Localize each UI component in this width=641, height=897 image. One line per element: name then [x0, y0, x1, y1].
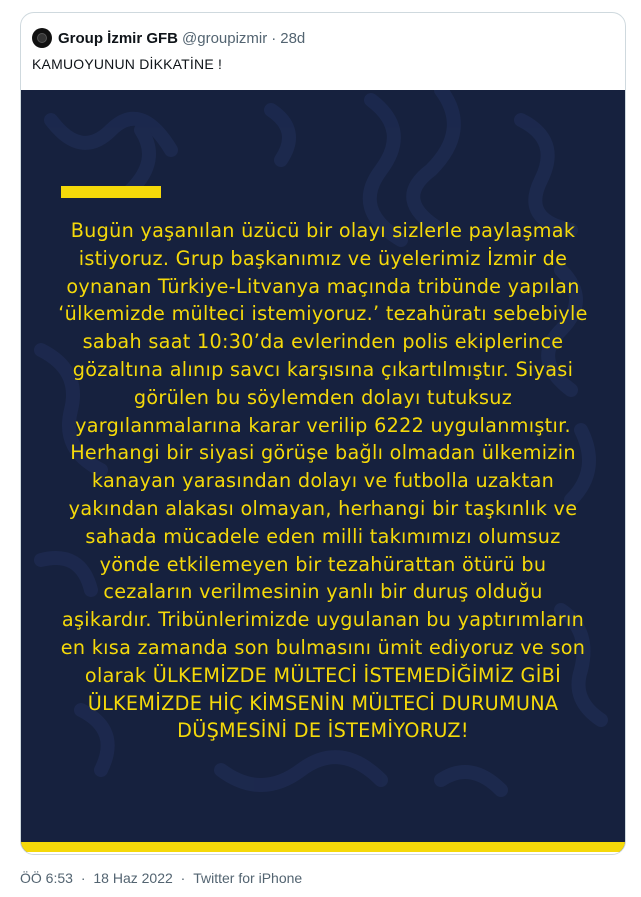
- footer-separator-2: ·: [180, 870, 186, 886]
- bottom-yellow-stripe: [21, 842, 625, 852]
- notice-line: ‘ülkemizde mülteci istemiyoruz.’ tezahüratı sebebiyle: [58, 302, 588, 326]
- avatar-logo-icon: [37, 33, 47, 43]
- notice-line: istiyoruz. Grup başkanımız ve üyelerimiz İzmir de: [78, 246, 568, 270]
- notice-line: yakından alakası olmayan, herhangi bir taşkınlık ve: [68, 496, 578, 520]
- tweet-source[interactable]: Twitter for iPhone: [193, 870, 303, 886]
- notice-line: yargılanmalarına karar verilip 6222 uygulanmıştır.: [75, 413, 571, 437]
- header-separator: ·: [271, 29, 277, 47]
- tweet-text: KAMUOYUNUN DİKKATİNE !: [32, 56, 223, 72]
- tweet-header: [32, 27, 305, 49]
- tweet-age[interactable]: 28d: [280, 29, 306, 47]
- notice-line: sabah saat 10:30’da evlerinden polis ekiplerince: [82, 330, 564, 354]
- notice-text: [33, 217, 613, 745]
- notice-line: ÜLKEMİZDE HİÇ KİMSENİN MÜLTECİ DURUMUNA: [87, 691, 559, 715]
- avatar[interactable]: [32, 28, 52, 48]
- notice-line: olarak ÜLKEMİZDE MÜLTECİ İSTEMEDİĞİMİZ GİBİ: [84, 663, 562, 687]
- notice-line: Bugün yaşanılan üzücü bir olayı sizlerle paylaşmak: [70, 219, 576, 242]
- notice-line: sahada mücadele eden milli takımımızı olumsuz: [85, 524, 561, 548]
- notice-line: cezaların verilmesinin yanlı bir duruş olduğu: [103, 580, 543, 604]
- tweet-time[interactable]: ÖÖ 6:53: [20, 870, 73, 886]
- tweet-media-image[interactable]: [21, 90, 625, 852]
- tweet-footer: [20, 870, 302, 886]
- tweet-date[interactable]: 18 Haz 2022: [93, 870, 173, 886]
- notice-line: gözaltına alınıp savcı karşısına çıkartılmıştır. Siyasi: [72, 357, 574, 381]
- footer-separator: ·: [80, 870, 86, 886]
- notice-line: yönde etkilemeyen bir tezahürattan ötürü bu: [99, 552, 547, 576]
- quoted-tweet-card[interactable]: [20, 12, 626, 855]
- notice-line: DÜŞMESİNİ DE İSTEMİYORUZ!: [177, 719, 469, 743]
- author-handle[interactable]: @groupizmir: [182, 29, 268, 47]
- notice-line: en kısa zamanda son bulmasını ümit ediyoruz ve son: [60, 635, 586, 659]
- notice-line: kanayan yarasından dolayı ve futbolla uzaktan: [91, 469, 555, 493]
- notice-line: oynanan Türkiye-Litvanya maçında tribünde yapılan: [66, 274, 580, 298]
- notice-line: Herhangi bir siyasi görüşe bağlı olmadan ülkemizin: [70, 441, 576, 465]
- yellow-accent-bar: [61, 186, 161, 198]
- notice-line: görülen bu söylemden dolayı tutuksuz: [133, 385, 513, 409]
- author-name[interactable]: Group İzmir GFB: [58, 29, 178, 47]
- notice-line: aşikardır. Tribünlerimizde uygulanan bu yaptırımların: [61, 608, 585, 632]
